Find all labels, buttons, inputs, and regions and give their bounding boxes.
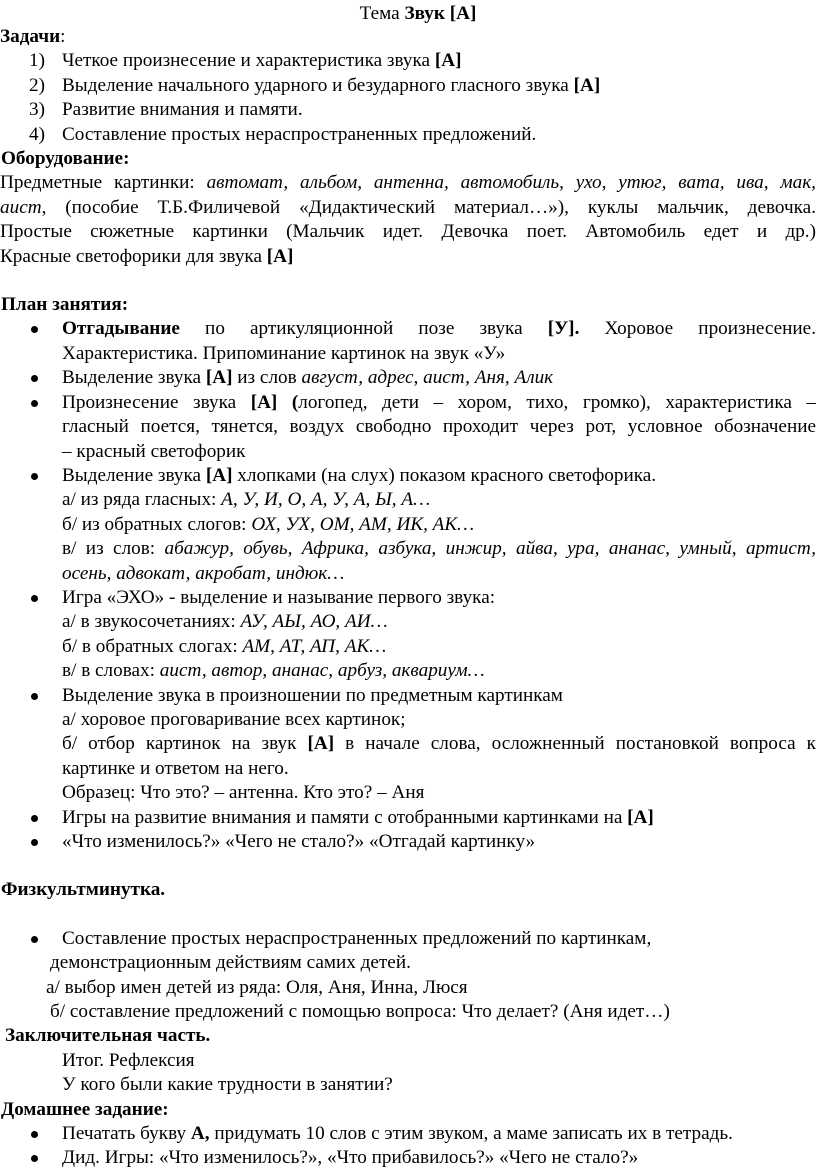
plan-item: Выделение звука в произношении по предметным картинкам а/ хоровое проговаривание всех картинок; б/ отбор картинок на звук [А] в начале слова, осложненный постановкой вопроса к картинке и ответом на него. Образец: Что это? – антенна. Кто это? – Аня [0, 684, 816, 806]
plan-item: Игра «ЭХО» - выделение и называние первого звука: а/ в звукосочетаниях: АУ, АЫ, АО, АИ… б/ в обратных слогах: АМ, АТ, АП, АК… в/ в словах: аист, автор, ананас, арбуз, аквариум… [0, 586, 816, 684]
plan-item: «Что изменилось?» «Чего не стало?» «Отгадай картинку» [0, 830, 816, 854]
bullet-icon [31, 693, 38, 700]
physical-heading: Физкультминутка. [1, 879, 166, 901]
bullet-icon [31, 400, 38, 407]
plan-item: Выделение звука [А] из слов август, адрес, аист, Аня, Алик [0, 366, 816, 390]
plan-item: Игры на развитие внимания и памяти с отобранными картинками на [А] [0, 806, 816, 830]
bullet-icon [31, 375, 38, 382]
task-item: 2) Выделение начального ударного и безударного гласного звука [А] [29, 74, 601, 96]
lesson-plan-document: Тема Звук [А] Задачи: 1) Четкое произнесение и характеристика звука [А] 2) Выделение начального ударного и безударного гласного звука [А] 3) Развитие внимания и памяти. 4) Составление простых нераспространенных предложений. Оборудование: Предметные картинки: автомат, альбом, антенна, автомобиль, ухо, утюг, вата, ива, мак, аист, (пособие Т.Б.Филичевой «Дидактический материал…»), куклы мальчик, девочка. Простые сюжетные картинки (Мальчик идет. Девочка поет. Автомобиль едет и др.) Красные светофорики для звука [А] План занятия: Отгадывание по артикуляционной позе звука [У]. Хоровое произнесение. Характеристика. Припоминание картинок на звук «У» Выделение звука [А] из слов август, адрес, аист, Аня, Алик Произнесение звука [А] (логопед, дети – хором, тихо, громко), характеристика – гласный поется, тянется, воздух свободно проходит через рот, условное обозначение – красный светофорик Выделение звука [А] хлопками (на слух) показом красного светофорика. а/ из ряда гласных: А, У, И, О, А, У, А, Ы, А… б/ из обратных слогов: ОХ, УХ, ОМ, АМ, ИК, АК… в/ из слов: абажур, обувь, Африка, азбука, инжир, айва, ура, ананас, умный, артист, осень, адвокат, акробат, индюк… Игра «ЭХО» - выделение и называние первого звука: а/ в звукосочетаниях: АУ, АЫ, АО, АИ… б/ в обратных слогах: АМ, АТ, АП, АК… в/ в словах: аист, автор, ананас, арбуз, аквариум… Выделение звука в произношении по предметным картинкам а/ хоровое проговаривание всех картинок; б/ отбор картинок на звук [А] в начале слова, осложненный постановкой вопроса к картинке и ответом на него. Образец: Что это? – антенна. Кто это? – Аня Игры на развитие внимания и памяти с отобранными картинками на [А] «Что изменилось?» «Чего не стало?» «Отгадай картинку» Физкультминутка. Составление простых нераспространенных предложений по картинкам, демонстрационным действиям самих детей. а/ выбор имен детей из ряда: Оля, Аня, Инна, Люся б/ составление предложений с помощью вопроса: Что делает? (Аня идет…) Заключительная часть. Итог. Рефлексия У кого были какие трудности в занятии? Домашнее задание: Печатать букву А, придумать 10 слов с этим звуком, а маме записать их в тетрадь. Дид. Игры: «Что изменилось?», «Что прибавилось?» «Чего не стало?» [0, 0, 816, 1171]
tasks-list [0, 49, 816, 147]
bullet-icon [31, 1155, 38, 1162]
homework-list [0, 1122, 816, 1171]
plan-list [0, 317, 816, 854]
plan-item: Выделение звука [А] хлопками (на слух) показом красного светофорика. а/ из ряда гласных: А, У, И, О, А, У, А, Ы, А… б/ из обратных слогов: ОХ, УХ, ОМ, АМ, ИК, АК… в/ из слов: абажур, обувь, Африка, азбука, инжир, айва, ура, ананас, умный, артист, осень, адвокат, акробат, индюк… [0, 464, 816, 586]
page-title: Тема Звук [А] [359, 3, 477, 24]
bullet-icon [31, 595, 38, 602]
task-item: 1) Четкое произнесение и характеристика звука [А] [29, 50, 462, 72]
task-item: 4) Составление простых нераспространенных предложений. [29, 123, 537, 145]
equipment-text: Предметные картинки: автомат, альбом, антенна, автомобиль, ухо, утюг, вата, ива, мак, аист, (пособие Т.Б.Филичевой «Дидактический материал…»), куклы мальчик, девочка. Простые сюжетные картинки (Мальчик идет. Девочка поет. Автомобиль едет и др.) Красные светофорики для звука [А] [0, 172, 816, 267]
plan-heading: План занятия: [1, 294, 129, 316]
bullet-icon [31, 1131, 38, 1138]
bullet-icon [31, 936, 38, 943]
task-item: 3) Развитие внимания и памяти. [29, 99, 303, 121]
plan-item: Составление простых нераспространенных предложений по картинкам, [0, 927, 816, 951]
plan-item: Печатать букву А, придумать 10 слов с этим звуком, а маме записать их в тетрадь. [0, 1122, 816, 1146]
plan-item: Дид. Игры: «Что изменилось?», «Что прибавилось?» «Чего не стало?» [0, 1146, 816, 1170]
bullet-icon [31, 473, 38, 480]
bullet-icon [31, 326, 38, 333]
sentences-list [0, 927, 816, 951]
final-heading: Заключительная часть. [5, 1025, 211, 1047]
tasks-heading: Задачи: [0, 26, 66, 47]
bullet-icon [31, 839, 38, 846]
bullet-icon [31, 815, 38, 822]
plan-item: Отгадывание по артикуляционной позе звука [У]. Хоровое произнесение. Характеристика. Припоминание картинок на звук «У» [0, 317, 816, 366]
equipment-heading: Оборудование: [1, 148, 130, 170]
plan-item: Произнесение звука [А] (логопед, дети – хором, тихо, громко), характеристика – гласный поется, тянется, воздух свободно проходит через рот, условное обозначение – красный светофорик [0, 391, 816, 464]
homework-heading: Домашнее задание: [1, 1098, 169, 1120]
